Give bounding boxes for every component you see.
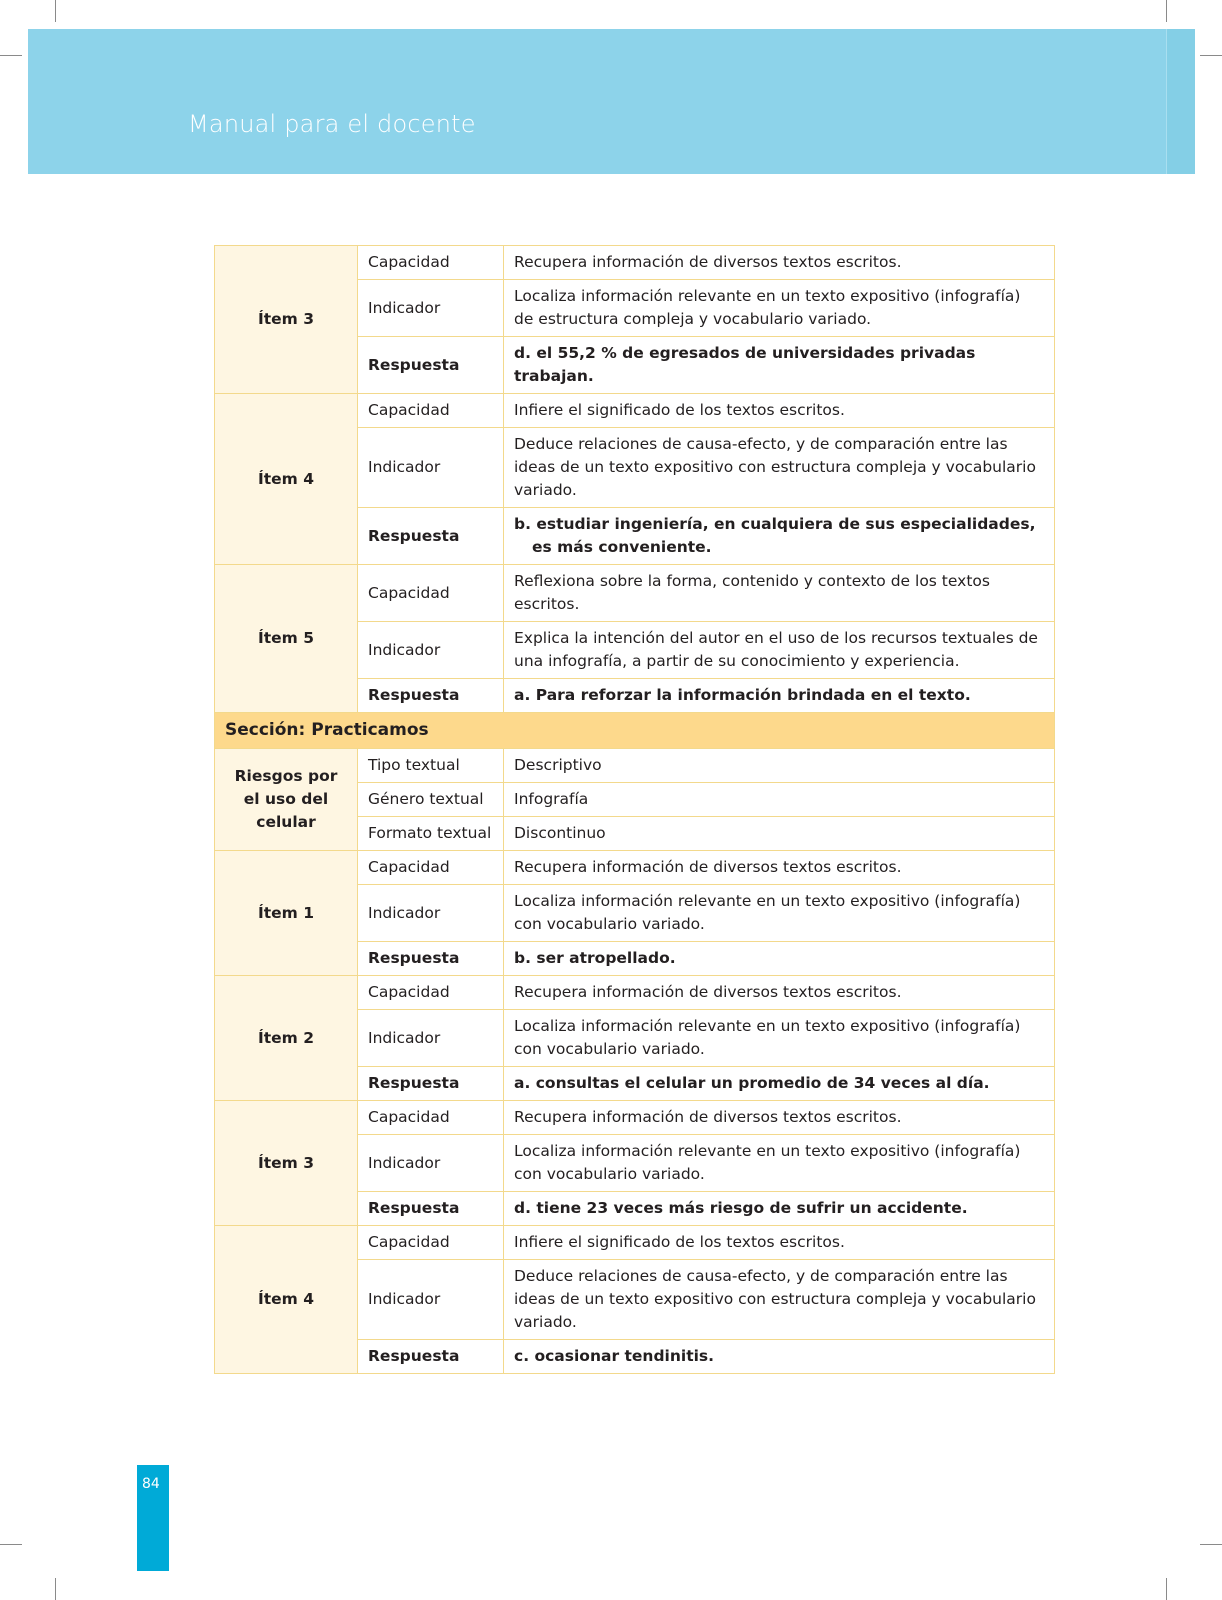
row-label: Capacidad <box>358 851 504 885</box>
answer-value: c. ocasionar tendinitis. <box>504 1340 1055 1374</box>
evaluation-table <box>214 245 1055 1374</box>
row-label: Capacidad <box>358 1226 504 1260</box>
item-label: Ítem 4 <box>215 1226 358 1374</box>
row-label: Formato textual <box>358 817 504 851</box>
row-label: Indicador <box>358 1135 504 1192</box>
answer-value: a. consultas el celular un promedio de 34 veces al día. <box>504 1067 1055 1101</box>
row-value: Localiza información relevante en un texto expositivo (infografía) con vocabulario variado. <box>504 1010 1055 1067</box>
row-value: Reflexiona sobre la forma, contenido y contexto de los textos escritos. <box>504 565 1055 622</box>
crop-mark <box>0 1544 22 1545</box>
row-value: Localiza información relevante en un texto expositivo (infografía) de estructura compleja y vocabulario variado. <box>504 280 1055 337</box>
row-label: Respuesta <box>358 337 504 394</box>
row-label: Capacidad <box>358 1101 504 1135</box>
row-value: Deduce relaciones de causa-efecto, y de comparación entre las ideas de un texto expositivo con estructura compleja y vocabulario variado. <box>504 428 1055 508</box>
crop-mark <box>55 0 56 22</box>
row-label: Indicador <box>358 428 504 508</box>
answer-value: d. tiene 23 veces más riesgo de sufrir un accidente. <box>504 1192 1055 1226</box>
row-value: Recupera información de diversos textos escritos. <box>504 246 1055 280</box>
crop-mark <box>1200 1544 1222 1545</box>
item-label: Ítem 4 <box>215 394 358 565</box>
table-row <box>215 749 1055 783</box>
row-label: Capacidad <box>358 246 504 280</box>
row-value: Recupera información de diversos textos escritos. <box>504 976 1055 1010</box>
row-label: Indicador <box>358 622 504 679</box>
row-label: Respuesta <box>358 1192 504 1226</box>
row-label: Capacidad <box>358 976 504 1010</box>
row-label: Tipo textual <box>358 749 504 783</box>
row-value: Infiere el significado de los textos escritos. <box>504 1226 1055 1260</box>
answer-value <box>504 508 1055 565</box>
crop-mark <box>55 1578 56 1600</box>
table-row <box>215 851 1055 885</box>
section-row <box>215 713 1055 749</box>
section-title: Sección: Practicamos <box>215 713 1055 749</box>
page-number: 84 <box>142 1476 160 1492</box>
header-band <box>28 29 1194 174</box>
table-row <box>215 394 1055 428</box>
row-label: Indicador <box>358 1010 504 1067</box>
row-label: Respuesta <box>358 679 504 713</box>
row-value: Discontinuo <box>504 817 1055 851</box>
row-label: Capacidad <box>358 565 504 622</box>
page-title: Manual para el docente <box>188 110 476 138</box>
table-row <box>215 246 1055 280</box>
row-value: Infiere el significado de los textos escritos. <box>504 394 1055 428</box>
row-value: Deduce relaciones de causa-efecto, y de comparación entre las ideas de un texto expositivo con estructura compleja y vocabulario variado. <box>504 1260 1055 1340</box>
row-label: Indicador <box>358 885 504 942</box>
row-value: Descriptivo <box>504 749 1055 783</box>
answer-text: b. estudiar ingeniería, en cualquiera de sus especialidades, es más conveniente. <box>514 515 1036 556</box>
row-value: Recupera información de diversos textos escritos. <box>504 851 1055 885</box>
header-band-edge <box>1166 29 1195 174</box>
table-row <box>215 976 1055 1010</box>
item-label: Ítem 2 <box>215 976 358 1101</box>
row-label: Indicador <box>358 1260 504 1340</box>
row-value: Infografía <box>504 783 1055 817</box>
item-label: Ítem 5 <box>215 565 358 713</box>
row-label: Indicador <box>358 280 504 337</box>
row-label: Respuesta <box>358 942 504 976</box>
row-value: Localiza información relevante en un texto expositivo (infografía) con vocabulario variado. <box>504 1135 1055 1192</box>
row-value: Recupera información de diversos textos escritos. <box>504 1101 1055 1135</box>
row-label: Respuesta <box>358 508 504 565</box>
row-value: Localiza información relevante en un texto expositivo (infografía) con vocabulario variado. <box>504 885 1055 942</box>
text-title: Riesgos por el uso del celular <box>215 749 358 851</box>
answer-value: d. el 55,2 % de egresados de universidades privadas trabajan. <box>504 337 1055 394</box>
item-label: Ítem 3 <box>215 1101 358 1226</box>
row-label: Género textual <box>358 783 504 817</box>
table-row <box>215 1101 1055 1135</box>
row-label: Respuesta <box>358 1067 504 1101</box>
table-row <box>215 1226 1055 1260</box>
crop-mark <box>1200 55 1222 56</box>
crop-mark <box>0 55 22 56</box>
answer-value: a. Para reforzar la información brindada en el texto. <box>504 679 1055 713</box>
crop-mark <box>1166 0 1167 22</box>
answer-value: b. ser atropellado. <box>504 942 1055 976</box>
row-label: Capacidad <box>358 394 504 428</box>
table-row <box>215 565 1055 622</box>
item-label: Ítem 3 <box>215 246 358 394</box>
item-label: Ítem 1 <box>215 851 358 976</box>
crop-mark <box>1166 1578 1167 1600</box>
row-value: Explica la intención del autor en el uso de los recursos textuales de una infografía, a partir de su conocimiento y experiencia. <box>504 622 1055 679</box>
row-label: Respuesta <box>358 1340 504 1374</box>
